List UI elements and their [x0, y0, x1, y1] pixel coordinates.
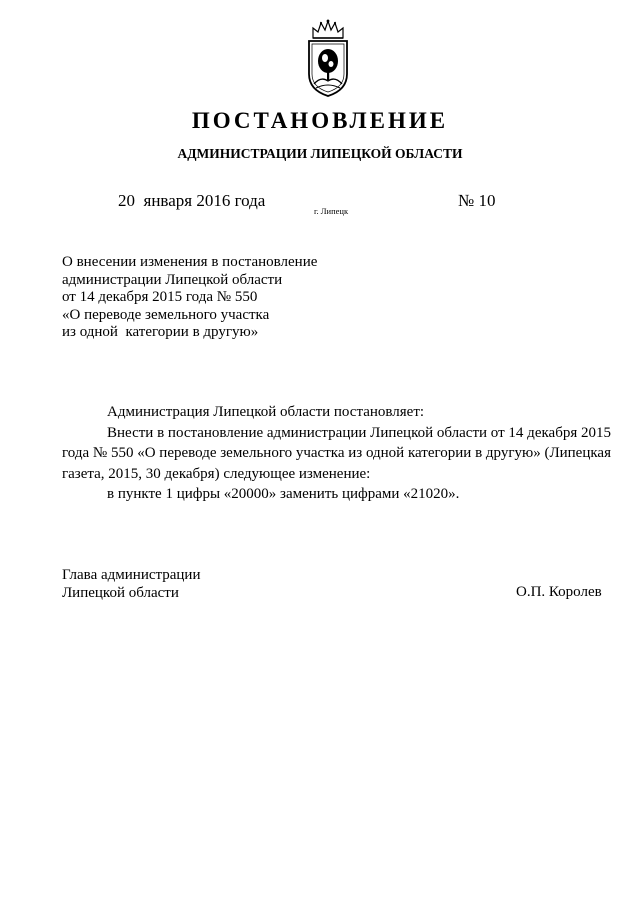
- document-subject: [62, 254, 362, 342]
- subject-line: О внесении изменения в постановление: [62, 254, 318, 270]
- subject-line: от 14 декабря 2015 года № 550: [62, 289, 258, 305]
- body-paragraph: в пункте 1 цифры «20000» заменить цифрами «21020».: [107, 486, 460, 502]
- document-date: 20 января 2016 года: [118, 191, 266, 210]
- signatory-position: [62, 567, 200, 602]
- document-subtitle: АДМИНИСТРАЦИИ ЛИПЕЦКОЙ ОБЛАСТИ: [177, 146, 463, 161]
- body-paragraph: Внести в постановление администрации Липецкой области от 14 декабря 2015 года № 550 «О переводе земельного участка из одной категории в другую» (Липецкая газета, 2015, 30 декабря) следующее изменение:: [62, 424, 611, 482]
- body-paragraph: Администрация Липецкой области постановляет:: [107, 404, 425, 420]
- subject-line: из одной категории в другую»: [62, 324, 259, 340]
- signatory-name: О.П. Королев: [516, 584, 602, 600]
- document-place: г. Липецк: [314, 206, 349, 216]
- document-number: № 10: [458, 191, 496, 210]
- coat-of-arms-icon: [303, 18, 353, 98]
- signatory-position-line: Липецкой области: [62, 584, 179, 601]
- signatory-position-line: Глава администрации: [62, 567, 201, 583]
- document-body: [62, 402, 611, 505]
- subject-line: администрации Липецкой области: [62, 271, 283, 288]
- subject-line: «О переводе земельного участка: [62, 306, 270, 323]
- document-title: ПОСТАНОВЛЕНИЕ: [191, 108, 449, 133]
